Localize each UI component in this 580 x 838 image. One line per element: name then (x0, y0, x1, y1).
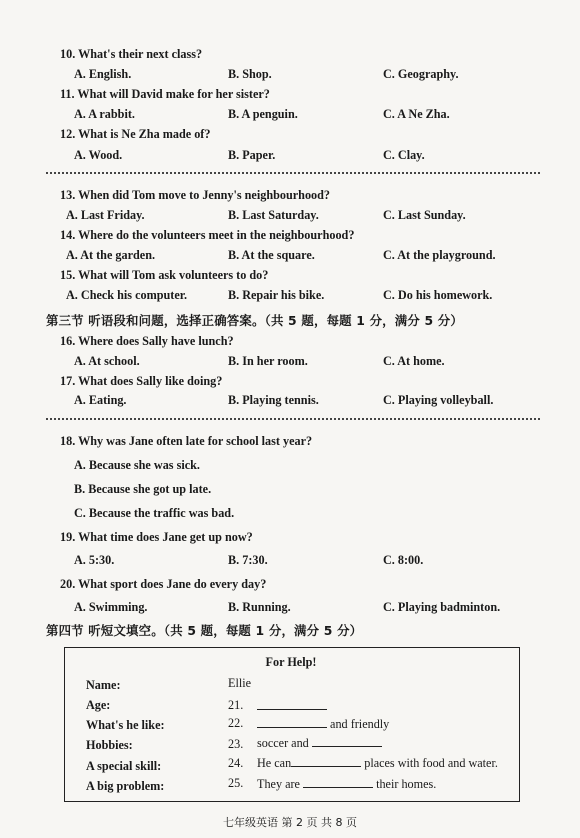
option-c[interactable]: C. Because the traffic was bad. (74, 506, 235, 520)
blank-24[interactable] (291, 755, 361, 767)
question-12: 12. What is Ne Zha made of? (60, 127, 211, 141)
blank-25[interactable] (303, 776, 373, 788)
row-label-name: Name: (86, 678, 121, 692)
question-18: 18. Why was Jane often late for school last year? (60, 434, 313, 448)
section-three-heading: 第三节 听语段和问题，选择正确答案。（共 5 题，每题 1 分，满分 5 分） (46, 313, 463, 328)
option-a[interactable]: A. Swimming. (74, 600, 148, 614)
row-num-24: 24. (228, 756, 244, 770)
option-b[interactable]: B. Repair his bike. (228, 288, 325, 302)
options-16 (0, 354, 580, 370)
dotted-separator (46, 172, 540, 174)
option-c[interactable]: C. Clay. (383, 148, 425, 162)
option-c[interactable]: C. Last Sunday. (383, 208, 466, 222)
section-four-heading: 第四节 听短文填空。（共 5 题，每题 1 分，满分 5 分） (46, 623, 363, 638)
option-c[interactable]: C. Do his homework. (383, 288, 493, 302)
answer-22: and friendly (257, 716, 389, 732)
option-b[interactable]: B. Because she got up late. (74, 482, 212, 496)
row-label-hobbies: Hobbies: (86, 738, 133, 752)
option-b[interactable]: B. Playing tennis. (228, 393, 319, 407)
question-19: 19. What time does Jane get up now? (60, 530, 253, 544)
question-13: 13. When did Tom move to Jenny's neighbourhood? (60, 188, 330, 202)
answer-24: He can places with food and water. (257, 756, 498, 770)
option-c[interactable]: C. Playing volleyball. (383, 393, 494, 407)
row-num-25: 25. (228, 776, 244, 790)
option-a[interactable]: A. Last Friday. (66, 208, 145, 222)
row-label-problem: A big problem: (86, 779, 165, 793)
question-20: 20. What sport does Jane do every day? (60, 577, 267, 591)
option-b[interactable]: B. Last Saturday. (228, 208, 319, 222)
row-label-skill: A special skill: (86, 759, 162, 773)
row-num-21: 21. (228, 698, 244, 712)
options-19 (0, 553, 580, 569)
question-11: 11. What will David make for her sister? (60, 87, 270, 101)
options-12 (0, 148, 580, 164)
options-17 (0, 393, 580, 409)
blank-23[interactable] (312, 735, 382, 747)
option-a[interactable]: A. A rabbit. (74, 107, 135, 121)
option-c[interactable]: C. Geography. (383, 67, 459, 81)
options-11 (0, 107, 580, 123)
option-b[interactable]: B. In her room. (228, 354, 308, 368)
row-label-age: Age: (86, 698, 111, 712)
option-a[interactable]: A. At the garden. (66, 248, 156, 262)
option-c[interactable]: C. A Ne Zha. (383, 107, 450, 121)
question-17: 17. What does Sally like doing? (60, 374, 223, 388)
question-14: 14. Where do the volunteers meet in the neighbourhood? (60, 228, 355, 242)
option-a[interactable]: A. Eating. (74, 393, 127, 407)
answer-25: They are their homes. (257, 777, 437, 791)
option-a[interactable]: A. Check his computer. (66, 288, 188, 302)
option-c[interactable]: C. At the playground. (383, 248, 496, 262)
options-13 (0, 208, 580, 224)
question-10: 10. What's their next class? (60, 47, 203, 61)
options-15 (0, 288, 580, 304)
box-title: For Help! (265, 655, 317, 669)
row-num-23: 23. (228, 737, 244, 751)
option-a[interactable]: A. At school. (74, 354, 140, 368)
blank-22[interactable] (257, 716, 327, 728)
question-16: 16. Where does Sally have lunch? (60, 334, 234, 348)
option-c[interactable]: C. At home. (383, 354, 445, 368)
option-b[interactable]: B. 7:30. (228, 553, 268, 567)
option-b[interactable]: B. Running. (228, 600, 291, 614)
row-label-like: What's he like: (86, 718, 165, 732)
question-15: 15. What will Tom ask volunteers to do? (60, 268, 269, 282)
option-b[interactable]: B. A penguin. (228, 107, 298, 121)
answer-21[interactable] (257, 698, 327, 714)
answer-23: soccer and (257, 735, 382, 751)
options-10 (0, 67, 580, 83)
row-value-name: Ellie (228, 676, 252, 690)
blank-21[interactable] (257, 698, 327, 710)
option-b[interactable]: B. Shop. (228, 67, 272, 81)
option-c[interactable]: C. 8:00. (383, 553, 424, 567)
option-a[interactable]: A. 5:30. (74, 553, 115, 567)
row-num-22: 22. (228, 716, 244, 730)
dotted-separator (46, 418, 540, 420)
options-14 (0, 248, 580, 264)
option-b[interactable]: B. Paper. (228, 148, 276, 162)
option-b[interactable]: B. At the square. (228, 248, 315, 262)
option-a[interactable]: A. Wood. (74, 148, 123, 162)
option-a[interactable]: A. Because she was sick. (74, 458, 200, 472)
page-footer: 七年级英语 第 2 页 共 8 页 (223, 816, 357, 829)
option-a[interactable]: A. English. (74, 67, 132, 81)
option-c[interactable]: C. Playing badminton. (383, 600, 501, 614)
options-20 (0, 600, 580, 616)
